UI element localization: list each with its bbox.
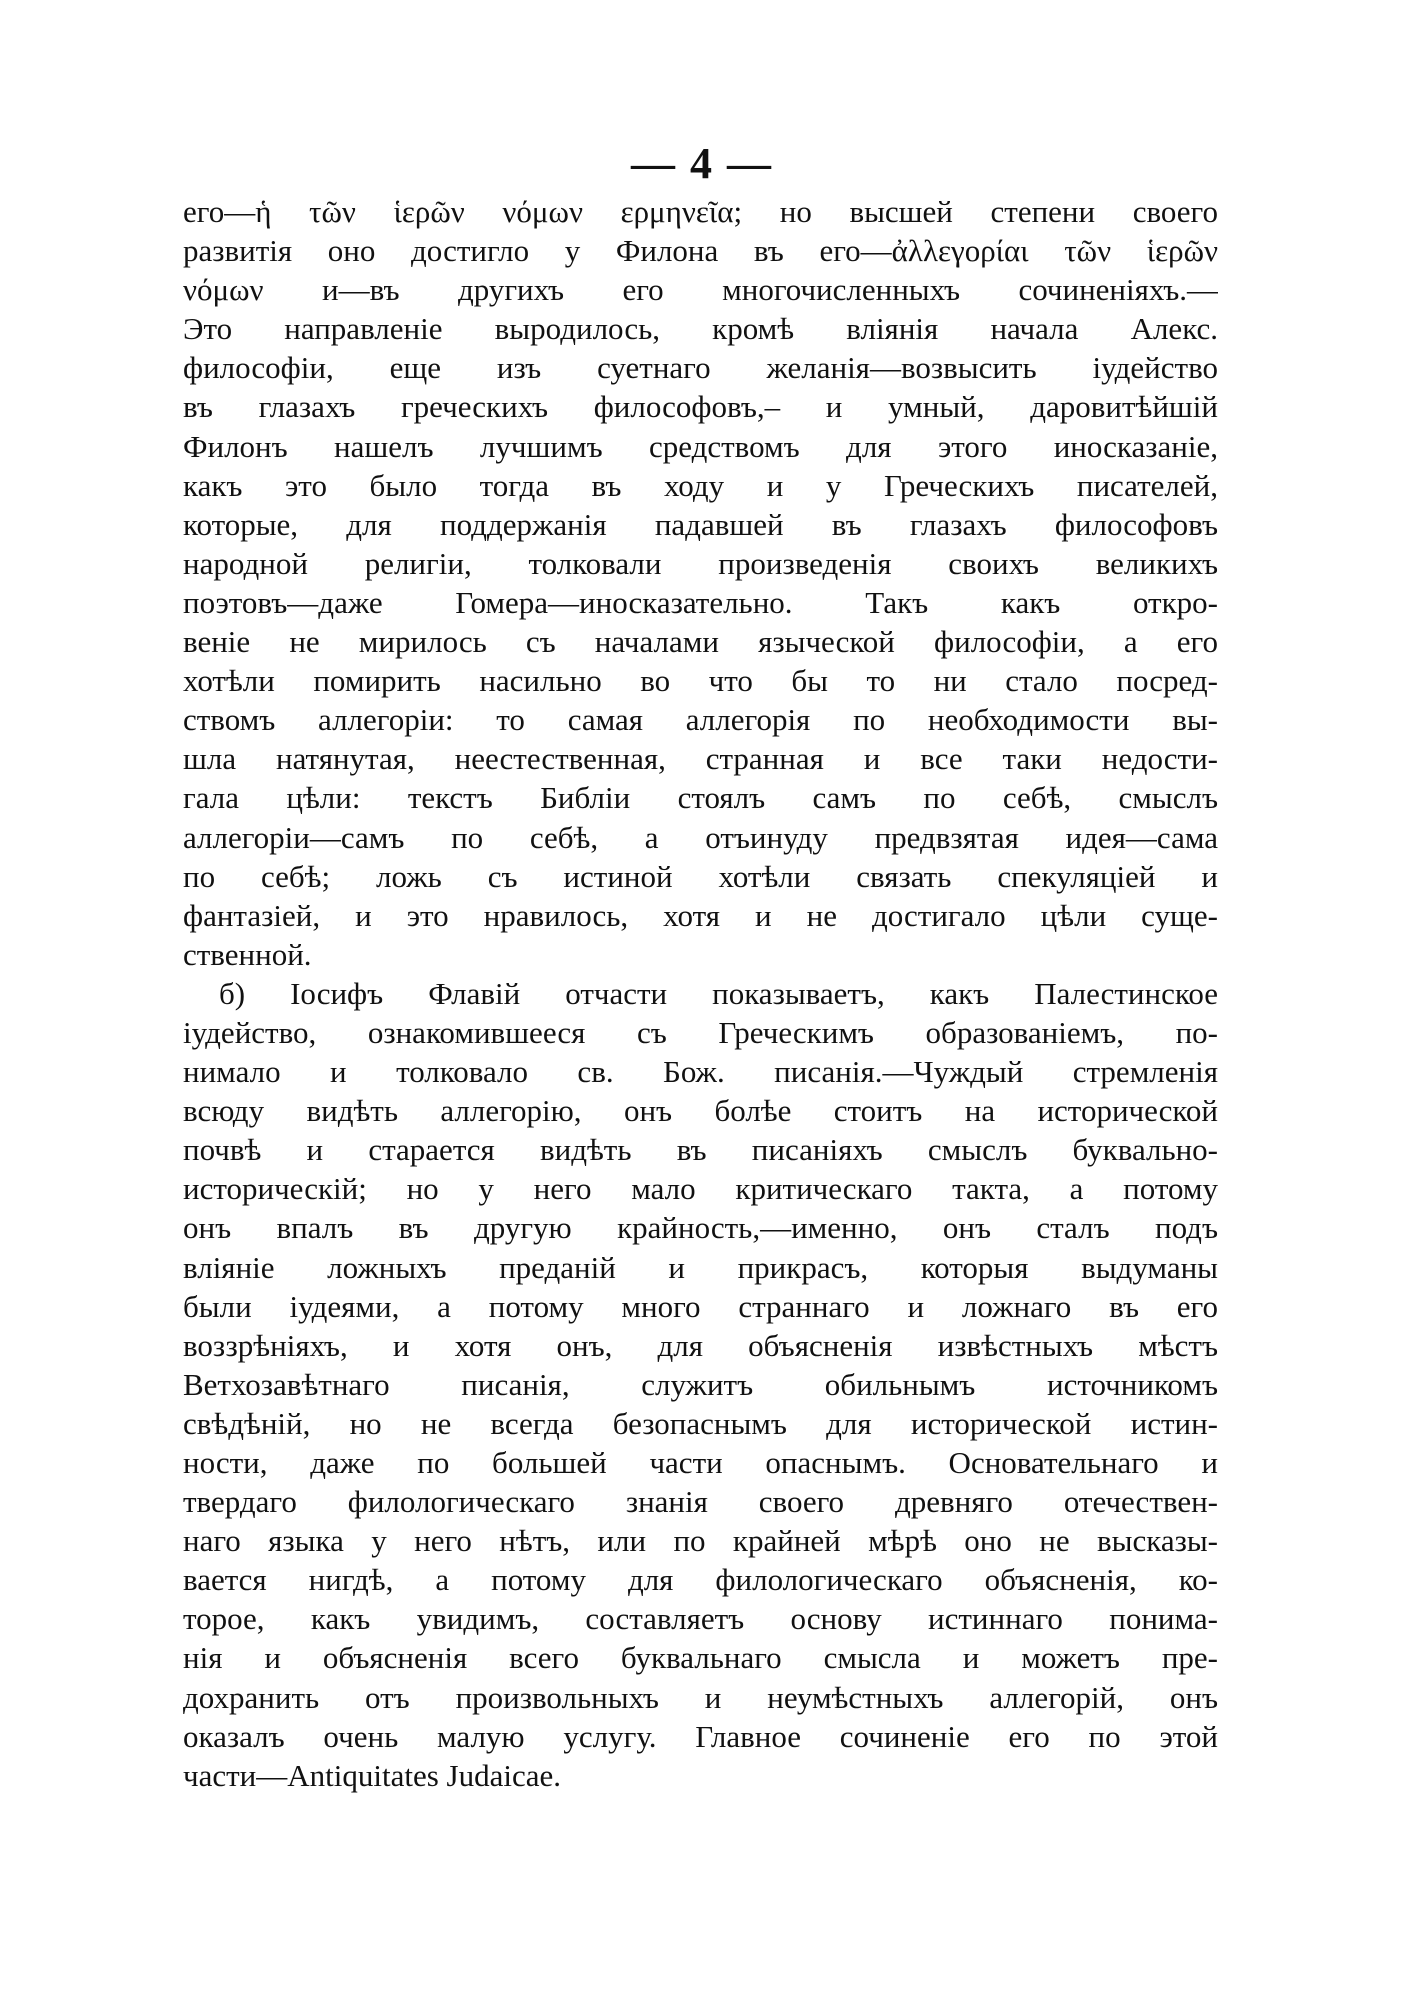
text-line: свѣдѣній, но не всегда безопаснымъ для исторической истин- bbox=[183, 1405, 1218, 1441]
text-line: народной религіи, толковали произведенія своихъ великихъ bbox=[183, 545, 1218, 581]
text-line: ствомъ аллегоріи: то самая аллегорія по необходимости вы- bbox=[183, 702, 1218, 738]
text-line: аллегоріи—самъ по себѣ, а отъинуду предвзятая идея—сама bbox=[183, 819, 1218, 855]
text-line: шла натянутая, неестественная, странная и все таки недости- bbox=[183, 741, 1218, 777]
text-line: іудейство, ознакомившееся съ Греческимъ образованіемъ, по- bbox=[183, 1014, 1218, 1050]
page-number: — 4 — bbox=[631, 139, 773, 188]
text-line: оказалъ очень малую услугу. Главное сочиненіе его по этой bbox=[183, 1718, 1218, 1754]
text-line: дохранить отъ произвольныхъ и неумѣстныхъ аллегорій, онъ bbox=[183, 1679, 1218, 1715]
text-line: какъ это было тогда въ ходу и у Греческихъ писателей, bbox=[183, 467, 1218, 503]
text-line: части—Antiquitates Judaicae. bbox=[183, 1757, 561, 1793]
text-line: ности, даже по большей части опаснымъ. Основательнаго и bbox=[183, 1445, 1218, 1480]
text-line: нимало и толковало св. Бож. писанія.—Чуждый стремленія bbox=[183, 1054, 1218, 1090]
text-line: воззрѣніяхъ, и хотя онъ, для объясненія извѣстныхъ мѣстъ bbox=[183, 1327, 1218, 1363]
text-line: почвѣ и старается видѣть въ писаніяхъ смыслъ буквально- bbox=[183, 1132, 1218, 1168]
text-line: всюду видѣть аллегорію, онъ болѣе стоитъ на исторической bbox=[183, 1093, 1218, 1129]
text-line: нія и объясненія всего буквальнаго смысла и можетъ пре- bbox=[183, 1640, 1218, 1676]
text-line: по себѣ; ложь съ истиной хотѣли связать спекуляціей и bbox=[183, 858, 1218, 894]
text-line: торое, какъ увидимъ, составляетъ основу истиннаго понима- bbox=[183, 1601, 1218, 1637]
text-line: были іудеями, а потому много страннаго и ложнаго въ его bbox=[183, 1288, 1218, 1324]
text-line: Филонъ нашелъ лучшимъ средствомъ для этого иносказаніе, bbox=[183, 428, 1218, 464]
text-line: Ветхозавѣтнаго писанія, служитъ обильнымъ источникомъ bbox=[183, 1366, 1218, 1402]
text-line: вліяніе ложныхъ преданій и прикрасъ, которыя выдуманы bbox=[183, 1249, 1218, 1285]
text-line: веніе не мирилось съ началами языческой философіи, а его bbox=[183, 624, 1218, 660]
text-line: хотѣли помирить насильно во что бы то ни стало посред- bbox=[183, 663, 1218, 699]
text-line: поэтовъ—даже Гомера—иносказательно. Такъ какъ откро- bbox=[183, 584, 1218, 620]
text-line: ственной. bbox=[183, 936, 312, 972]
text-line: онъ впалъ въ другую крайность,—именно, онъ сталъ подъ bbox=[183, 1210, 1218, 1246]
text-line: въ глазахъ греческихъ философовъ,– и умный, даровитѣйшій bbox=[183, 389, 1218, 425]
text-line: его—ἡ τῶν ἱερῶν νόμων ερμηνεῖα; но высшей степени своего bbox=[183, 194, 1218, 229]
text-line: развитія оно достигло у Филона въ его—ἀλλεγορίαι τῶν ἱερῶν bbox=[183, 233, 1218, 269]
text-line: философіи, еще изъ суетнаго желанія—возвысить іудейство bbox=[183, 350, 1218, 386]
text-line: вается нигдѣ, а потому для филологическаго объясненія, ко- bbox=[183, 1562, 1218, 1598]
text-line: историческій; но у него мало критическаго такта, а потому bbox=[183, 1171, 1218, 1207]
text-line: гала цѣли: текстъ Библіи стоялъ самъ по себѣ, смыслъ bbox=[183, 780, 1218, 816]
text-line: наго языка у него нѣтъ, или по крайней мѣрѣ оно не высказы- bbox=[183, 1523, 1218, 1559]
text-line: Это направленіе выродилось, кромѣ вліянія начала Алекс. bbox=[183, 311, 1218, 347]
text-line: твердаго филологическаго знанія своего древняго отечествен- bbox=[183, 1484, 1218, 1520]
text-line: фантазіей, и это нравилось, хотя и не достигало цѣли суще- bbox=[183, 897, 1218, 933]
text-line: которые, для поддержанія падавшей въ глазахъ философовъ bbox=[183, 506, 1218, 542]
text-line: νόμων и—въ другихъ его многочисленныхъ сочиненіяхъ.— bbox=[183, 272, 1218, 308]
text-line: б) Іосифъ Флавій отчасти показываетъ, какъ Палестинское bbox=[219, 975, 1218, 1011]
body-text bbox=[183, 192, 1218, 1795]
